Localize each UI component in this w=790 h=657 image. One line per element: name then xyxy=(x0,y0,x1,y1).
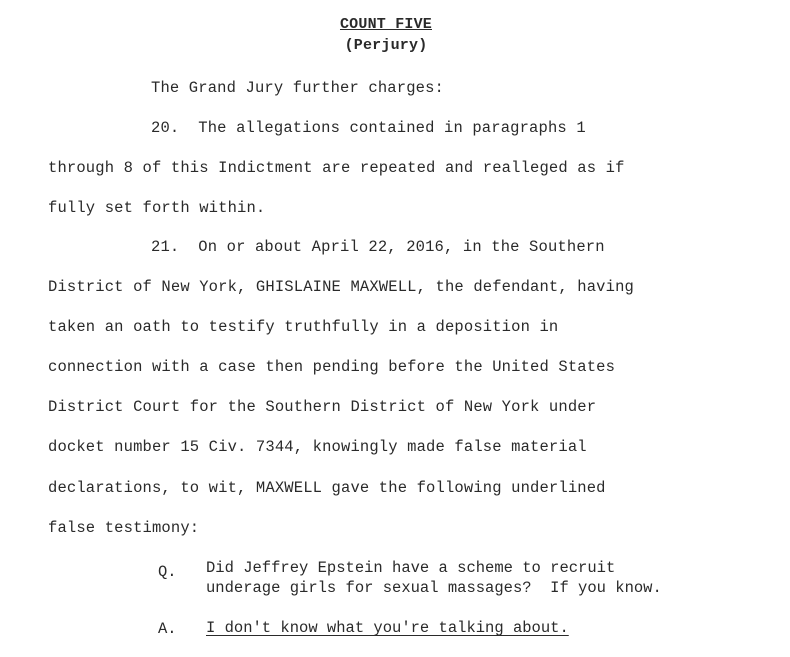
para20-line3: fully set forth within. xyxy=(48,199,266,217)
para21-line7: declarations, to wit, MAXWELL gave the following underlined xyxy=(48,479,606,497)
para21-line2: District of New York, GHISLAINE MAXWELL, the defendant, having xyxy=(48,278,634,296)
answer-label: A. xyxy=(158,620,177,638)
answer-text: I don't know what you're talking about. xyxy=(206,619,569,637)
para21-line4: connection with a case then pending before the United States xyxy=(48,358,616,376)
question-label: Q. xyxy=(158,563,177,581)
para21-line5: District Court for the Southern District of New York under xyxy=(48,398,597,416)
para20-line2: through 8 of this Indictment are repeated and realleged as if xyxy=(48,159,625,177)
count-title: COUNT FIVE xyxy=(339,16,432,33)
para21-line1: 21. On or about April 22, 2016, in the Southern xyxy=(151,238,605,256)
para21-line6: docket number 15 Civ. 7344, knowingly made false material xyxy=(48,438,587,456)
question-line1: Did Jeffrey Epstein have a scheme to recruit xyxy=(206,559,616,577)
count-subtitle: (Perjury) xyxy=(344,37,428,54)
para21-line8: false testimony: xyxy=(48,519,200,537)
para20-line1: 20. The allegations contained in paragraphs 1 xyxy=(151,119,586,137)
question-line2: underage girls for sexual massages? If you know. xyxy=(206,579,662,597)
para21-line3: taken an oath to testify truthfully in a deposition in xyxy=(48,318,559,336)
intro-line: The Grand Jury further charges: xyxy=(151,79,444,97)
